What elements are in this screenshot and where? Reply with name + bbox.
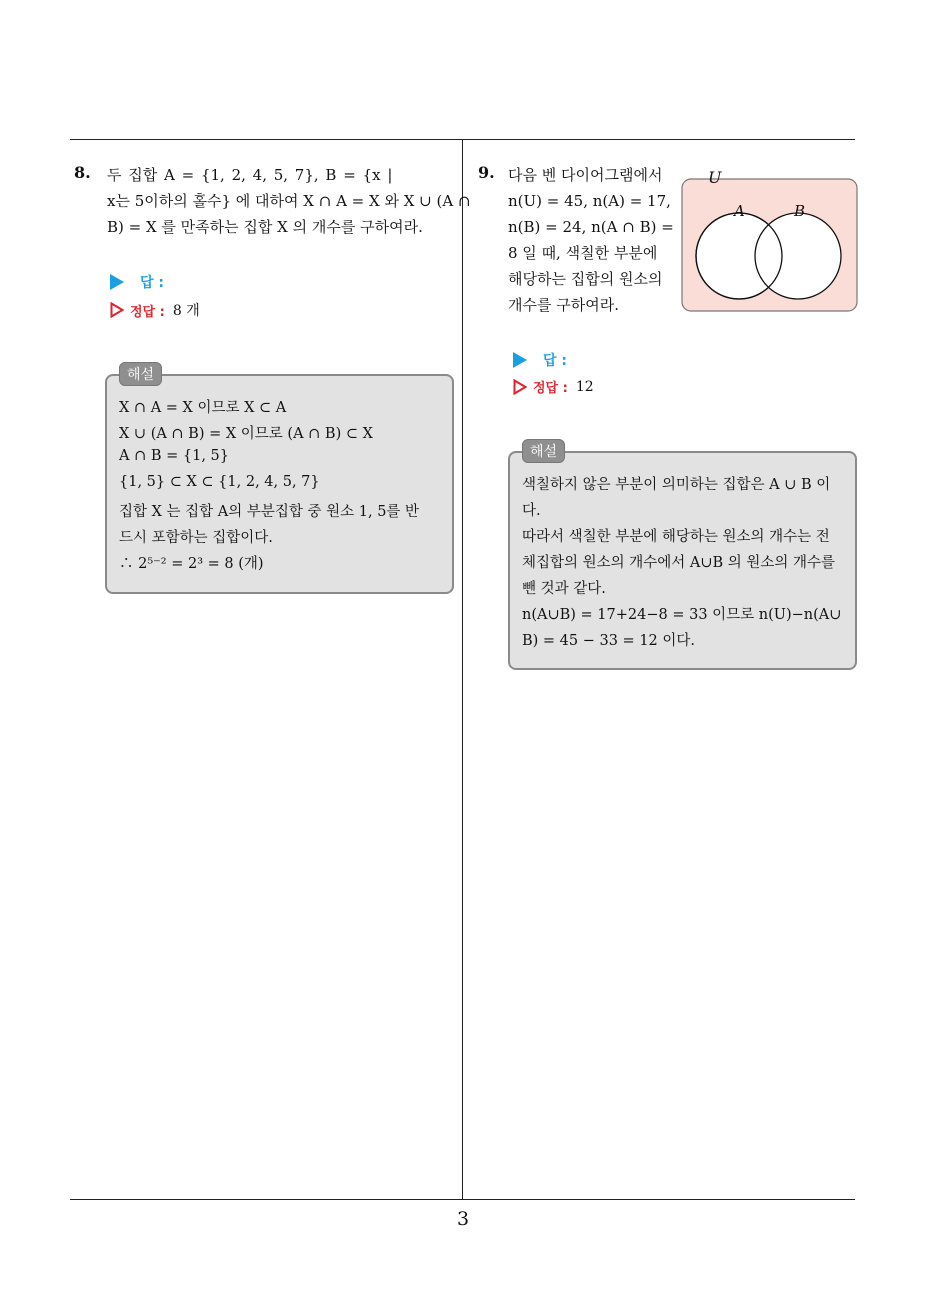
set-b-circle <box>755 213 841 299</box>
solution-line: 따라서 색칠한 부분에 해당하는 원소의 개수는 전 <box>522 529 830 545</box>
question-line: 해당하는 집합의 원소의 <box>508 270 663 288</box>
outline-triangle-icon <box>513 379 527 395</box>
solution-line: A ∩ B = {1, 5} <box>119 448 229 464</box>
column-divider <box>462 139 463 1200</box>
set-a-label: A <box>734 202 745 220</box>
solution-line: {1, 5} ⊂ X ⊂ {1, 2, 4, 5, 7} <box>119 474 320 490</box>
solution-line: 체집합의 원소의 개수에서 A∪B 의 원소의 개수를 <box>522 555 836 571</box>
question-line: 다음 벤 다이어그램에서 <box>508 166 663 184</box>
play-triangle-icon <box>110 274 124 290</box>
correct-answer-row <box>513 377 594 396</box>
question-line: x는 5이하의 홀수} 에 대하여 X ∩ A = X 와 X ∪ (A ∩ <box>107 192 471 210</box>
solution-line: 드시 포함하는 집합이다. <box>119 530 273 546</box>
solution-line: 집합 X 는 집합 A의 부분집합 중 원소 1, 5를 반 <box>119 504 420 520</box>
page-number: 3 <box>456 1208 470 1230</box>
problem-number: 9. <box>478 163 495 182</box>
correct-value: 12 <box>575 378 594 395</box>
set-b-label: B <box>794 202 806 220</box>
correct-value: 8 개 <box>172 303 200 319</box>
problem-number: 8. <box>74 163 91 182</box>
correct-answer-row <box>110 300 200 320</box>
outline-triangle-icon <box>110 302 124 318</box>
solution-tag: 해설 <box>522 439 565 463</box>
solution-line: X ∪ (A ∩ B) = X 이므로 (A ∩ B) ⊂ X <box>119 426 373 442</box>
correct-label: 정답 : <box>533 381 568 396</box>
solution-box <box>508 451 857 670</box>
play-triangle-icon <box>513 352 527 368</box>
question-line: B) = X 를 만족하는 집합 X 의 개수를 구하여라. <box>107 218 423 236</box>
question-line: 두 집합 A = {1, 2, 4, 5, 7}, B = {x | <box>107 166 393 184</box>
question-line: n(U) = 45, n(A) = 17, <box>508 192 671 210</box>
answer-label: 답 : <box>140 275 164 291</box>
solution-line: B) = 45 − 33 = 12 이다. <box>522 633 695 649</box>
question-line: 8 일 때, 색칠한 부분에 <box>508 244 658 262</box>
solution-line: 색칠하지 않은 부분이 의미하는 집합은 A ∪ B 이 <box>522 477 831 493</box>
solution-box <box>105 374 454 594</box>
universal-label: U <box>708 168 722 187</box>
answer-row <box>513 350 567 370</box>
answer-label: 답 : <box>543 353 567 369</box>
answer-row <box>110 272 164 292</box>
solution-tag: 해설 <box>119 362 162 386</box>
solution-line: 다. <box>522 503 541 519</box>
solution-line: 뺀 것과 같다. <box>522 581 606 597</box>
question-line: 개수를 구하여라. <box>508 296 619 314</box>
question-line: n(B) = 24, n(A ∩ B) = <box>508 218 674 236</box>
venn-diagram <box>680 166 860 314</box>
solution-line: ∴ 2⁵⁻² = 2³ = 8 (개) <box>119 556 264 572</box>
solution-line: n(A∪B) = 17+24−8 = 33 이므로 n(U)−n(A∪ <box>522 607 842 623</box>
correct-label: 정답 : <box>130 304 165 320</box>
solution-line: X ∩ A = X 이므로 X ⊂ A <box>119 400 287 416</box>
